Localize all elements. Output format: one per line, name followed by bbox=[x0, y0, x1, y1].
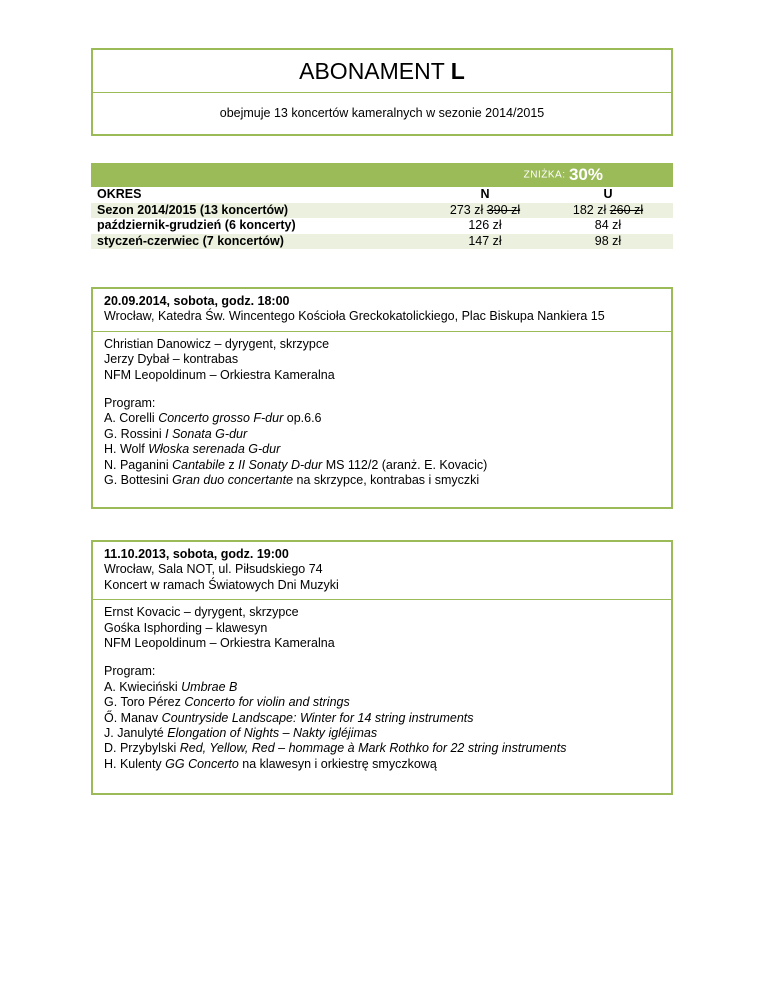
price-n: 273 zł 390 zł bbox=[449, 202, 521, 217]
column-header-period: OKRES bbox=[97, 187, 142, 201]
old-price-u: 260 zł bbox=[609, 202, 644, 217]
program-item: G. Rossini I Sonata G-dur bbox=[104, 426, 248, 441]
price-row bbox=[91, 218, 673, 234]
title-letter: L bbox=[450, 58, 465, 84]
performer: NFM Leopoldinum – Orkiestra Kameralna bbox=[104, 367, 335, 382]
performer: Ernst Kovacic – dyrygent, skrzypce bbox=[104, 605, 299, 620]
performer: NFM Leopoldinum – Orkiestra Kameralna bbox=[104, 636, 335, 651]
concert-note: Koncert w ramach Światowych Dni Muzyki bbox=[104, 577, 339, 592]
price-row bbox=[91, 234, 673, 250]
program-item: G. Bottesini Gran duo concertante na skrzypce, kontrabas i smyczki bbox=[104, 473, 480, 488]
program-item: D. Przybylski Red, Yellow, Red – hommage à Mark Rothko for 22 string instruments bbox=[104, 741, 567, 756]
discount-value: 30% bbox=[568, 165, 603, 184]
program-label: Program: bbox=[104, 664, 156, 679]
old-price-n: 390 zł bbox=[486, 202, 521, 217]
concert-date: 11.10.2013, sobota, godz. 19:00 bbox=[104, 547, 289, 561]
program-item: J. Janulyté Elongation of Nights – Nakty igléjimas bbox=[104, 726, 378, 741]
concert-venue: Wrocław, Sala NOT, ul. Piłsudskiego 74 bbox=[104, 562, 323, 577]
price-n: 126 zł bbox=[468, 218, 502, 232]
page-title bbox=[93, 50, 671, 92]
concert-info bbox=[93, 542, 671, 599]
program-item: Ő. Manav Countryside Landscape: Winter for 14 string instruments bbox=[104, 710, 474, 725]
discount-bar bbox=[91, 163, 673, 187]
price-period: styczeń-czerwiec (7 koncertów) bbox=[97, 233, 284, 248]
performer: Christian Danowicz – dyrygent, skrzypce bbox=[104, 336, 330, 351]
program-item: G. Toro Pérez Concerto for violin and strings bbox=[104, 695, 350, 710]
column-header-n: N bbox=[480, 187, 490, 201]
header-box bbox=[91, 48, 673, 136]
concert-venue: Wrocław, Katedra Św. Wincentego Kościoła Greckokatolickiego, Plac Biskupa Nankiera 15 bbox=[104, 309, 605, 324]
concert-date: 20.09.2014, sobota, godz. 18:00 bbox=[104, 294, 290, 308]
concert-box-1 bbox=[91, 287, 673, 509]
discount-label: ZNIŻKA: bbox=[523, 169, 566, 181]
program-item: H. Kulenty GG Concerto na klawesyn i orkiestrę smyczkową bbox=[104, 756, 437, 771]
concert-box-2 bbox=[91, 540, 673, 795]
price-period: Sezon 2014/2015 (13 koncertów) bbox=[97, 202, 289, 217]
price-table-header bbox=[91, 187, 673, 203]
performer: Jerzy Dybał – kontrabas bbox=[104, 352, 239, 367]
subtitle: obejmuje 13 koncertów kameralnych w sezonie 2014/2015 bbox=[219, 106, 545, 120]
price-table bbox=[91, 163, 673, 249]
price-u: 98 zł bbox=[594, 233, 622, 248]
concert-details bbox=[93, 332, 671, 495]
performer: Gośka Isphording – klawesyn bbox=[104, 620, 268, 635]
column-header-u: U bbox=[603, 187, 613, 201]
title-prefix: ABONAMENT bbox=[299, 58, 445, 84]
program-item: A. Corelli Concerto grosso F-dur op.6.6 bbox=[104, 411, 322, 426]
concert-info bbox=[93, 289, 671, 331]
price-n: 147 zł bbox=[468, 233, 502, 248]
price-u: 182 zł 260 zł bbox=[572, 202, 644, 217]
price-u: 84 zł bbox=[594, 218, 622, 232]
program-item: H. Wolf Włoska serenada G-dur bbox=[104, 442, 281, 457]
program-label: Program: bbox=[104, 396, 156, 411]
program-item: N. Paganini Cantabile z II Sonaty D-dur MS 112/2 (aranż. E. Kovacic) bbox=[104, 457, 488, 472]
program-item: A. Kwieciński Umbrae B bbox=[104, 679, 238, 694]
price-period: październik-grudzień (6 koncerty) bbox=[97, 218, 296, 232]
price-row bbox=[91, 203, 673, 219]
concert-details bbox=[93, 600, 671, 778]
